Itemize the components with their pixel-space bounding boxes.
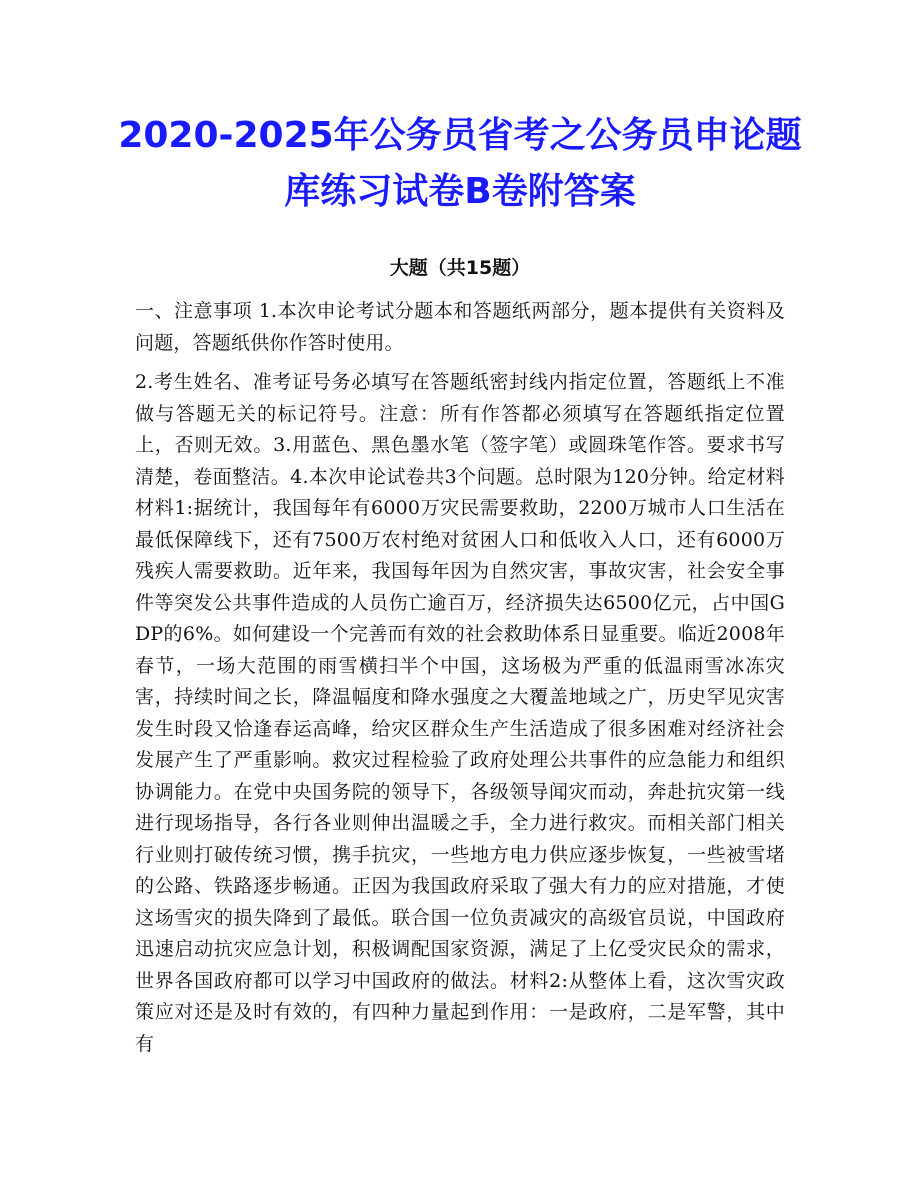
section-heading: 大题（共15题） <box>389 257 531 279</box>
paragraph-instructions-1: 一、注意事项 1.本次申论考试分题本和答题纸两部分，题本提供有关资料及问题，答题纸供你作答时使用。 <box>135 300 785 354</box>
title-line-1: 2020-2025年公务员省考之公务员申论题 <box>118 115 802 156</box>
title-line-2: 库练习试卷B卷附答案 <box>284 171 636 212</box>
paragraph-instructions-2: 2.考生姓名、准考证号务必填写在答题纸密封线内指定位置，答题纸上不准做与答题无关的标记符号。注意：所有作答都必须填写在答题纸指定位置上，否则无效。3.用蓝色、黑色墨水笔（签字笔）或圆珠笔作答。要求书写清楚，卷面整洁。4.本次申论试卷共3个问题。总时限为120分钟。给定材料材料1:据统计，我国每年有6000万灾民需要救助，2200万城市人口生活在最低保障线下，还有7500万农村绝对贫困人口和低收入人口，还有6000万残疾人需要救助。近年来，我国每年因为自然灾害，事故灾害，社会安全事件等突发公共事件造成的人员伤亡逾百万，经济损失达6500亿元，占中国GDP的6%。如何建设一个完善而有效的社会救助体系日显重要。临近2008年春节，一场大范围的雨雪横扫半个中国，这场极为严重的低温雨雪冰冻灾害，持续时间之长，降温幅度和降水强度之大覆盖地域之广，历史罕见灾害发生时段又恰逢春运高峰，给灾区群众生产生活造成了很多困难对经济社会发展产生了严重影响。救灾过程检验了政府处理公共事件的应急能力和组织协调能力。在党中央国务院的领导下，各级领导闻灾而动，奔赴抗灾第一线进行现场指导，各行各业则伸出温暖之手，全力进行救灾。而相关部门相关行业则打破传统习惯，携手抗灾，一些地方电力供应逐步恢复，一些被雪堵的公路、铁路逐步畅通。正因为我国政府采取了强大有力的应对措施，才使这场雪灾的损失降到了最低。联合国一位负责减灾的高级官员说，中国政府迅速启动抗灾应急计划，积极调配国家资源，满足了上亿受灾民众的需求，世界各国政府都可以学习中国政府的做法。材料2:从整体上看，这次雪灾政策应对还是及时有效的，有四种力量起到作用：一是政府，二是军警，其中有 <box>135 371 785 1055</box>
document-title <box>60 108 860 220</box>
